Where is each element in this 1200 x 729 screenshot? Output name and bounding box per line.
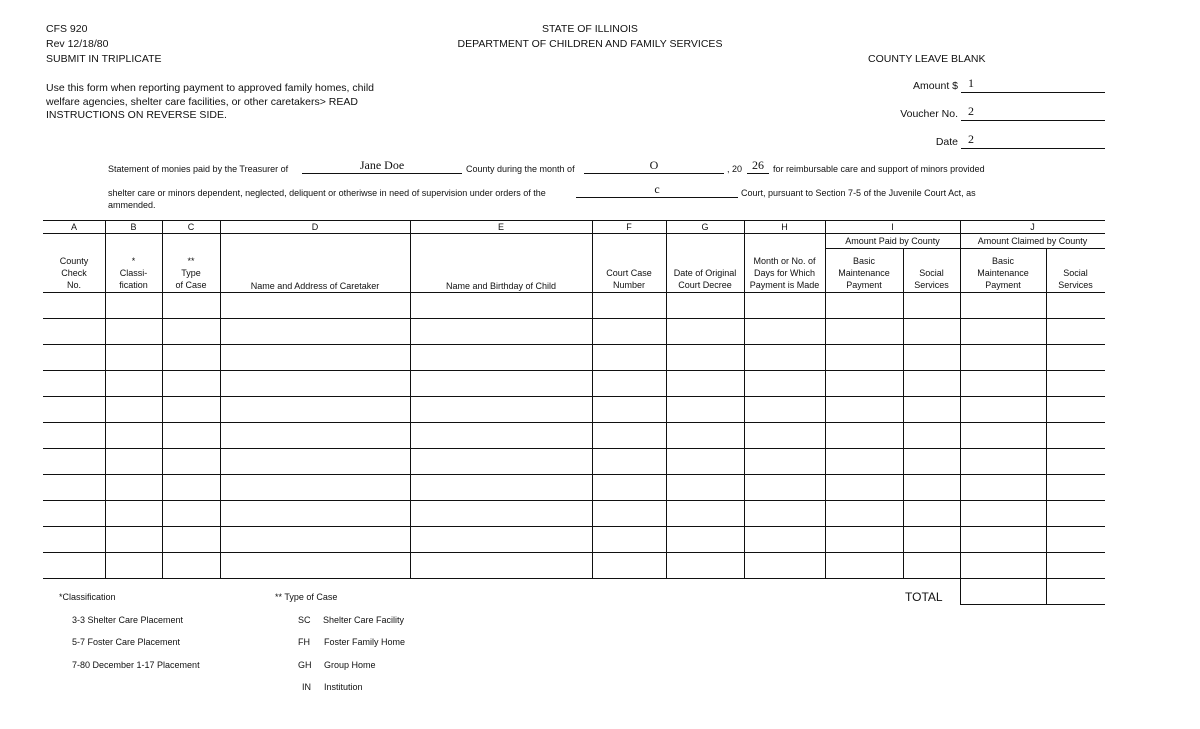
col-letter-d: D [311,222,319,232]
col-divider [220,220,221,578]
type-label: Foster Family Home [324,637,406,647]
instructions-line-1: Use this form when reporting payment to approved family homes, child [46,82,374,94]
col-header-j-social: Social Services [1058,268,1093,290]
col-header-i-basic: Basic Maintenance Payment [838,256,890,290]
court-field[interactable] [576,197,738,198]
statement-part-1: Statement of monies paid by the Treasurer of [108,164,289,174]
col-letter-g: G [701,222,709,232]
instructions-line-2: welfare agencies, shelter care facilities, or other caretakers> READ [46,96,358,108]
total-basic-field[interactable] [961,579,1045,603]
type-code: SC [298,615,311,625]
amount-label: Amount $ [913,80,958,92]
total-social-field[interactable] [1047,579,1105,603]
col-divider [903,248,904,578]
type-of-case-title: ** Type of Case [275,592,338,602]
court-value: c [654,182,660,196]
date-label: Date [935,136,958,148]
type-label: Group Home [324,660,376,670]
col-header-d: Name and Address of Caretaker [250,281,380,291]
col-letter-i: I [891,222,894,232]
type-code: IN [302,682,311,692]
col-divider [1046,248,1047,604]
table-top-rule [43,220,1105,221]
voucher-label: Voucher No. [900,108,958,120]
statement-part-2: County during the month of [466,164,575,174]
table-row[interactable] [43,370,1105,371]
type-label: Shelter Care Facility [323,615,405,625]
col-header-h: Month or No. of Days for Which Payment is Made [749,256,820,290]
statement-part-3: , 20 [727,164,743,174]
table-row[interactable] [43,318,1105,319]
table-row[interactable] [43,552,1105,553]
department-title: DEPARTMENT OF CHILDREN AND FAMILY SERVICES [457,38,723,50]
type-code: GH [298,660,312,670]
statement-part-7: ammended. [108,200,156,210]
col-header-c: ** Type of Case [175,256,207,290]
col-header-b: * Classi- fication [119,256,148,290]
col-header-a: County Check No. [59,256,89,290]
date-value: 2 [968,132,974,146]
col-divider [410,220,411,578]
form-number: CFS 920 [46,23,88,35]
statement-part-5: shelter care or minors dependent, neglected, deliquent or otheriwse in need of supervision under orders of the [108,188,546,198]
col-letter-e: E [497,222,504,232]
col-letter-c: C [187,222,195,232]
col-header-f: Court Case Number [606,268,652,290]
type-label: Institution [324,682,363,692]
classification-item: 3-3 Shelter Care Placement [72,615,184,625]
table-row[interactable] [43,448,1105,449]
col-header-j-basic: Basic Maintenance Payment [977,256,1029,290]
letter-row-rule [43,233,1105,234]
form-revision: Rev 12/18/80 [46,38,109,50]
table-row[interactable] [43,500,1105,501]
instructions-line-3: INSTRUCTIONS ON REVERSE SIDE. [46,109,227,121]
total-label: TOTAL [905,590,943,604]
col-header-i-social: Social Services [914,268,949,290]
col-header-g: Date of Original Court Decree [673,268,737,290]
total-bottom-rule [960,604,1105,605]
table-row[interactable] [43,344,1105,345]
state-title: STATE OF ILLINOIS [542,23,638,35]
date-field[interactable] [961,148,1105,149]
classification-title: *Classification [59,592,116,602]
voucher-field[interactable] [961,120,1105,121]
treasurer-value: Jane Doe [359,158,405,172]
header-bottom-rule [43,292,1105,293]
statement-part-4: for reimbursable care and support of minors provided [773,164,985,174]
county-leave-blank: COUNTY LEAVE BLANK [868,53,986,65]
table-row[interactable] [43,396,1105,397]
submit-note: SUBMIT IN TRIPLICATE [46,53,162,65]
table-bottom-rule [43,578,1105,579]
treasurer-field[interactable] [302,173,462,174]
group-header-claimed: Amount Claimed by County [977,236,1088,246]
year-field[interactable] [747,173,769,174]
month-value: O [649,158,659,172]
table-row[interactable] [43,422,1105,423]
table-row[interactable] [43,526,1105,527]
classification-item: 7-80 December 1-17 Placement [72,660,200,670]
group-header-rule [825,248,1105,249]
table-row[interactable] [43,474,1105,475]
type-code: FH [298,637,310,647]
classification-item: 5-7 Foster Care Placement [72,637,181,647]
col-letter-a: A [70,222,77,232]
amount-field[interactable] [961,92,1105,93]
month-field[interactable] [584,173,724,174]
year-value: 26 [752,158,764,172]
amount-value: 1 [968,76,974,90]
col-letter-j: J [1030,222,1035,232]
col-letter-b: B [130,222,137,232]
col-header-e: Name and Birthday of Child [445,281,557,291]
col-letter-h: H [781,222,788,232]
col-letter-f: F [626,222,632,232]
group-header-paid: Amount Paid by County [845,236,940,246]
statement-part-6: Court, pursuant to Section 7-5 of the Juvenile Court Act, as [741,188,976,198]
voucher-value: 2 [968,104,974,118]
